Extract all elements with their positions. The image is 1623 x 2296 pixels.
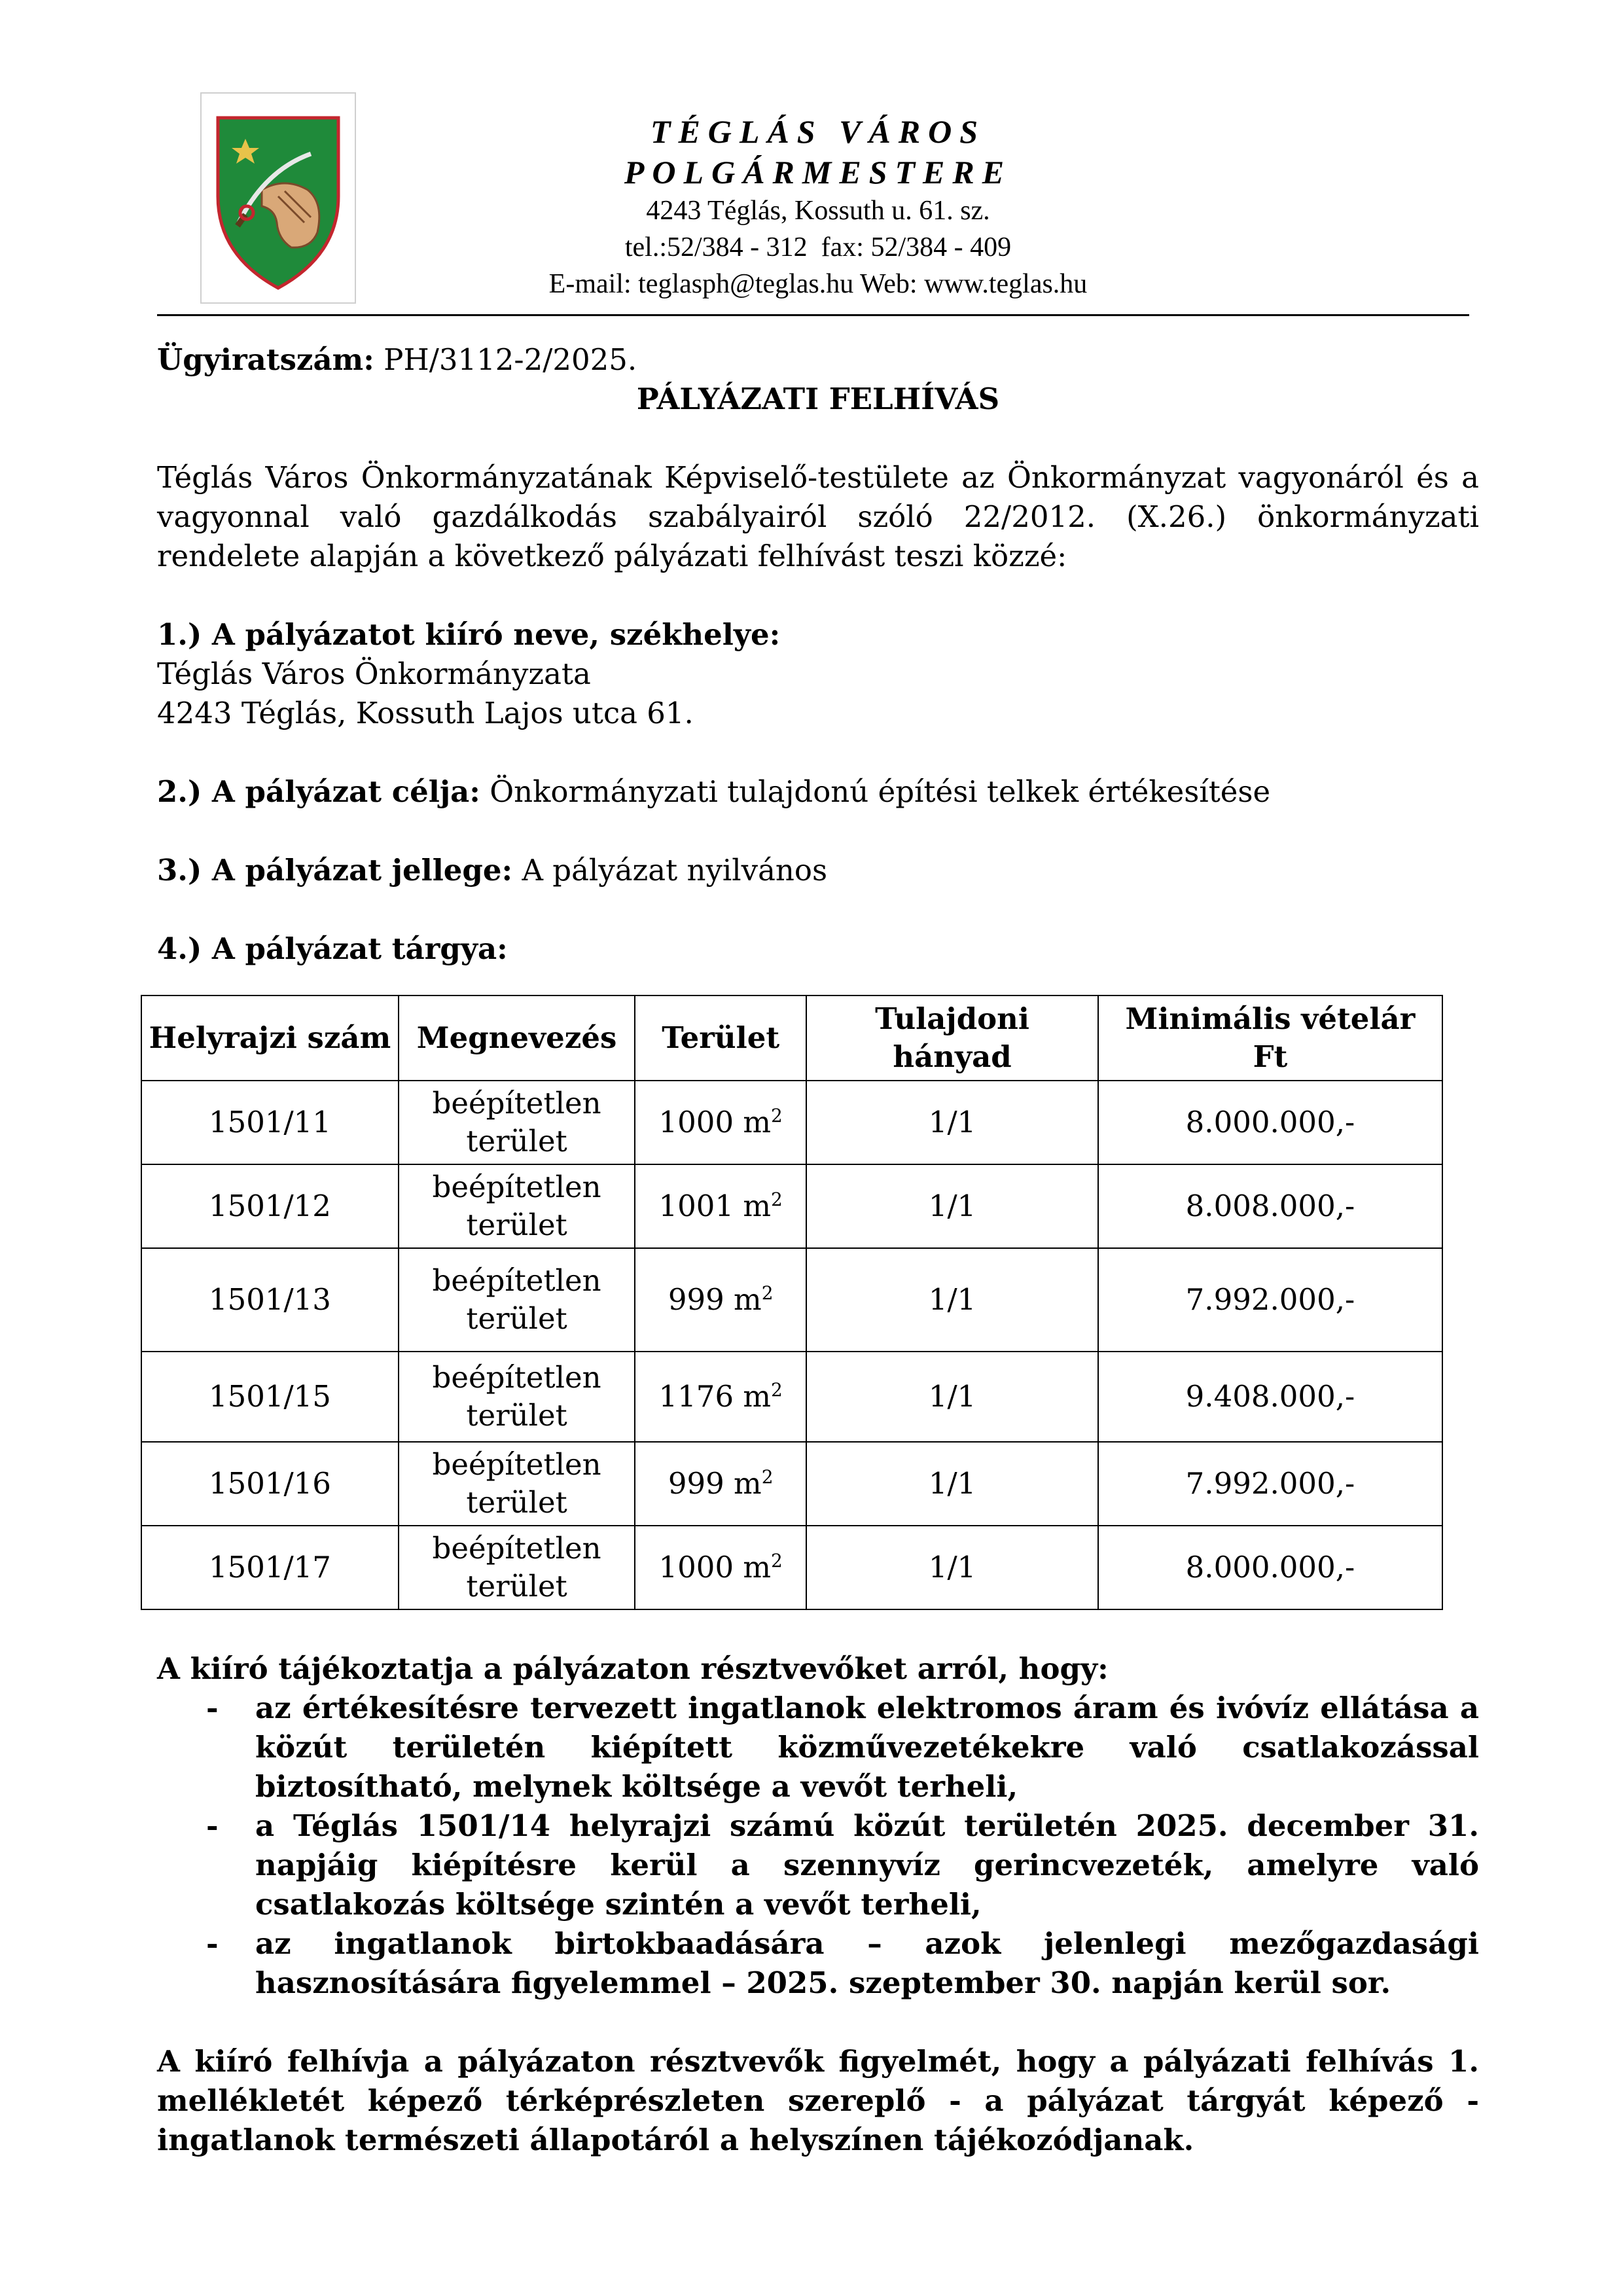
document-title: PÁLYÁZATI FELHÍVÁS [636, 382, 1000, 416]
cell-name-line1: beépítetlen [432, 1263, 601, 1298]
cell-share: 1/1 [806, 1442, 1098, 1526]
cell-price: 8.000.000,- [1098, 1081, 1442, 1164]
section2-heading: 2.) A pályázat célja: [157, 774, 480, 809]
area-unit-superscript: 2 [771, 1379, 783, 1401]
table-row [141, 1248, 1442, 1352]
cell-name-line2: terület [466, 1398, 567, 1433]
cell-name-line1: beépítetlen [432, 1447, 601, 1482]
section3 [157, 851, 1479, 890]
header-price-label: Minimális vételár [1125, 1001, 1416, 1036]
letterhead-title-line2: POLGÁRMESTERE [624, 154, 1012, 190]
coat-of-arms-icon [200, 92, 357, 304]
notes-list [157, 1689, 1479, 2003]
cell-name [399, 1442, 635, 1526]
section4-heading: 4.) A pályázat tárgya: [157, 931, 508, 966]
area-unit-superscript: 2 [771, 1189, 783, 1210]
cell-area [635, 1081, 806, 1164]
letterhead-email-web: E-mail: teglasph@teglas.hu Web: www.teglas.hu [548, 269, 1088, 299]
cell-name-line2: terület [466, 1569, 567, 1604]
cell-name [399, 1526, 635, 1609]
cell-area-value: 1000 m [658, 1105, 772, 1139]
letterhead [393, 111, 1243, 302]
list-item [157, 1924, 1479, 2003]
area-unit-superscript: 2 [761, 1466, 774, 1488]
cell-name-line1: beépítetlen [432, 1170, 601, 1204]
cell-share: 1/1 [806, 1081, 1098, 1164]
cell-price: 7.992.000,- [1098, 1442, 1442, 1526]
cell-hrsz: 1501/17 [141, 1526, 399, 1609]
dash-bullet: - [206, 1691, 219, 1725]
section1-line1: Téglás Város Önkormányzata [157, 656, 591, 691]
cell-area [635, 1352, 806, 1442]
area-unit-superscript: 2 [771, 1105, 783, 1126]
closing-paragraph: A kiíró felhívja a pályázaton résztvevők figyelmét, hogy a pályázati felhívás 1. mellékletét képező térképrészleten szereplő - a pályázat tárgyát képező - ingatlanok természeti állapotáról a helyszínen tájékozódjanak. [157, 2044, 1479, 2157]
section1-line2: 4243 Téglás, Kossuth Lajos utca 61. [157, 696, 694, 730]
intro-paragraph: Téglás Város Önkormányzatának Képviselő-testülete az Önkormányzat vagyonáról és a vagyonnal való gazdálkodás szabályairól szóló 22/2012. (X.26.) önkormányzati rendelete alapján a következő pályázati felhívást teszi közzé: [157, 460, 1479, 573]
cell-area-value: 1000 m [658, 1550, 772, 1585]
cell-name-line2: terület [466, 1124, 567, 1158]
table-header-row [141, 996, 1442, 1081]
cell-area-value: 1001 m [658, 1189, 772, 1223]
cell-name [399, 1352, 635, 1442]
area-unit-superscript: 2 [761, 1282, 774, 1304]
note-text: az értékesítésre tervezett ingatlanok elektromos áram és ivóvíz ellátása a közút területén kiépített közművezetékekre való csatlakozással biztosítható, melynek költsége a vevőt terheli, [255, 1691, 1479, 1804]
case-number [157, 340, 1479, 380]
cell-area-value: 1176 m [658, 1379, 772, 1414]
list-item [157, 1806, 1479, 1924]
cell-hrsz: 1501/16 [141, 1442, 399, 1526]
case-number-label: Ügyiratszám: [157, 342, 374, 377]
cell-hrsz: 1501/11 [141, 1081, 399, 1164]
header-area: Terület [635, 996, 806, 1081]
area-unit-superscript: 2 [771, 1550, 783, 1571]
section3-text: A pályázat nyilvános [512, 853, 828, 888]
cell-hrsz: 1501/13 [141, 1248, 399, 1352]
table-row [141, 1081, 1442, 1164]
letterhead-title-line1: TÉGLÁS VÁROS [650, 113, 986, 150]
letterhead-phone-fax: tel.:52/384 - 312 fax: 52/384 - 409 [624, 232, 1012, 262]
cell-name-line1: beépítetlen [432, 1360, 601, 1395]
note-text: a Téglás 1501/14 helyrajzi számú közút területén 2025. december 31. napjáig kiépítésre kerül a szennyvíz gerincvezeték, amelyre való csatlakozás költsége szintén a vevőt terheli, [255, 1808, 1479, 1922]
cell-name [399, 1164, 635, 1248]
section3-heading: 3.) A pályázat jellege: [157, 853, 513, 888]
document-body [149, 340, 1479, 2160]
header-name: Megnevezés [399, 996, 635, 1081]
table-row [141, 1526, 1442, 1609]
cell-share: 1/1 [806, 1248, 1098, 1352]
header-hrsz: Helyrajzi szám [141, 996, 399, 1081]
cell-name-line1: beépítetlen [432, 1531, 601, 1566]
cell-share: 1/1 [806, 1352, 1098, 1442]
header-divider [157, 314, 1469, 316]
cell-price: 7.992.000,- [1098, 1248, 1442, 1352]
cell-hrsz: 1501/15 [141, 1352, 399, 1442]
cell-name-line1: beépítetlen [432, 1086, 601, 1121]
cell-area-value: 999 m [668, 1282, 762, 1317]
header-price-unit: Ft [1253, 1039, 1288, 1074]
note-text: az ingatlanok birtokbaadására – azok jelenlegi mezőgazdasági hasznosítására figyelemmel – 2025. szeptember 30. napján kerül sor. [255, 1926, 1479, 2000]
cell-name [399, 1248, 635, 1352]
cell-price: 8.008.000,- [1098, 1164, 1442, 1248]
table-row [141, 1442, 1442, 1526]
cell-share: 1/1 [806, 1164, 1098, 1248]
cell-name-line2: terület [466, 1208, 567, 1242]
cell-price: 9.408.000,- [1098, 1352, 1442, 1442]
cell-area [635, 1526, 806, 1609]
parcels-table [141, 995, 1443, 1610]
cell-name [399, 1081, 635, 1164]
section2 [157, 772, 1479, 812]
dash-bullet: - [206, 1926, 219, 1961]
cell-name-line2: terület [466, 1485, 567, 1520]
cell-price: 8.000.000,- [1098, 1526, 1442, 1609]
list-item [157, 1689, 1479, 1806]
cell-area [635, 1442, 806, 1526]
notes-heading: A kiíró tájékoztatja a pályázaton résztvevőket arról, hogy: [157, 1651, 1109, 1686]
cell-area [635, 1248, 806, 1352]
cell-area [635, 1164, 806, 1248]
cell-area-value: 999 m [668, 1466, 762, 1501]
cell-name-line2: terület [466, 1301, 567, 1336]
case-number-value: PH/3112-2/2025. [374, 342, 637, 377]
table-row [141, 1352, 1442, 1442]
cell-share: 1/1 [806, 1526, 1098, 1609]
section2-text: Önkormányzati tulajdonú építési telkek értékesítése [480, 774, 1271, 809]
cell-hrsz: 1501/12 [141, 1164, 399, 1248]
section1-heading: 1.) A pályázatot kiíró neve, székhelye: [157, 617, 781, 652]
header-share: Tulajdoni hányad [806, 996, 1098, 1081]
letterhead-address: 4243 Téglás, Kossuth u. 61. sz. [646, 196, 990, 226]
dash-bullet: - [206, 1808, 219, 1843]
header-price [1098, 996, 1442, 1081]
table-row [141, 1164, 1442, 1248]
